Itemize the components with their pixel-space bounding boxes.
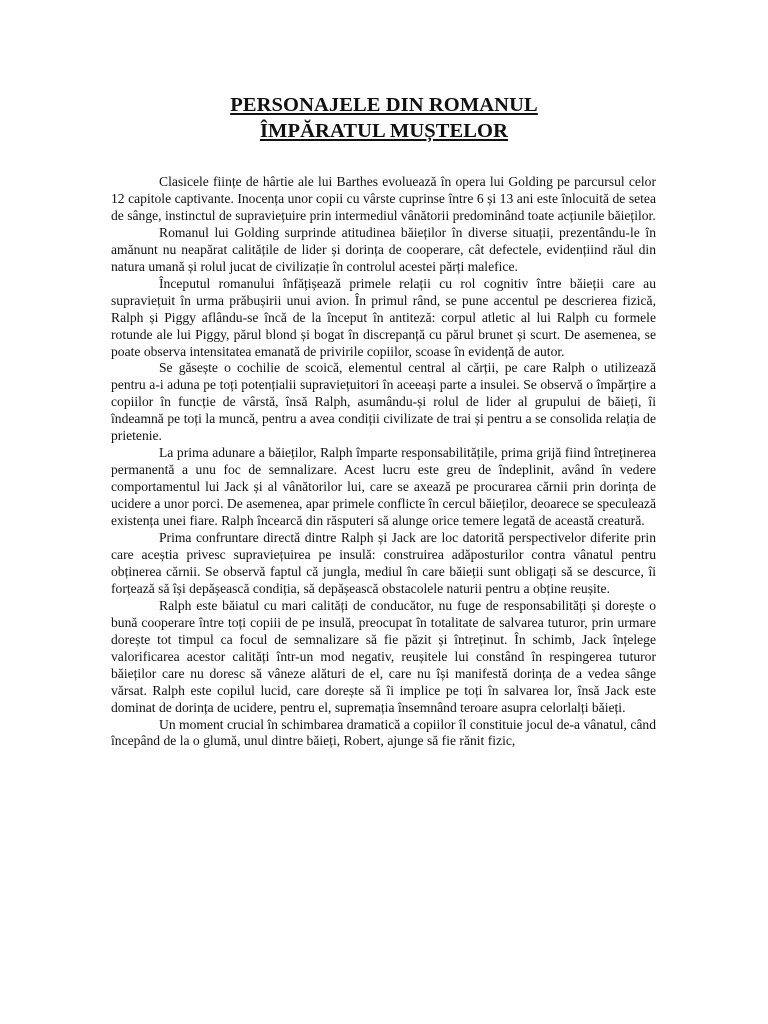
paragraph: Se găsește o cochilie de scoică, elementul central al cărții, pe care Ralph o utilizează pentru a-i aduna pe toți potențialii supraviețuitori în aceeași parte a insulei. Se observă o împărțire a copiilor în funcție de vârstă, însă Ralph, asumându-și rolul de lider al grupului de băieți, îi îndeamnă pe toți la muncă, pentru a avea condiții civilizate de trai și pentru a se consolida relația de prietenie. xyxy=(111,360,656,444)
paragraph: Un moment crucial în schimbarea dramatică a copiilor îl constituie jocul de-a vânatul, când începând de la o glumă, unul dintre băieți, Robert, ajunge să fie rănit fizic, xyxy=(111,716,656,749)
paragraph: Prima confruntare directă dintre Ralph și Jack are loc datorită perspectivelor diferite prin care aceștia privesc supraviețuirea pe insulă: construirea adăposturilor contra vânatul pentru obținerea cărnii. Se observă faptul că jungla, mediul în care băieții sunt obligați să se descurce, îi forțează să își depășească condiția, să depășească obstacolele naturii pentru a obține reușite. xyxy=(111,530,656,596)
paragraph: Clasicele ființe de hârtie ale lui Barthes evoluează în opera lui Golding pe parcursul celor 12 capitole captivante. Inocența unor copii cu vârste cuprinse între 6 și 13 ani este înlocuită de setea de sânge, instinctul de supraviețuire prin intermediul vânătorii predominând toate acțiunile băieților. xyxy=(111,174,656,223)
paragraph: Ralph este băiatul cu mari calități de conducător, nu fuge de responsabilități și dorește o bună cooperare între toți copiii de pe insulă, preocupat în totalitate de salvarea tuturor, prin urmare dorește tot timpul ca focul de semnalizare să fie păzit și întreținut. În schimb, Jack înțelege valorificarea acestor calități într-un mod negativ, reușitele lui constând în respingerea tuturor băieților care nu doresc să vâneze alături de el, care nu își manifestă dorința de a vedea sânge vărsat. Ralph este copilul lucid, care dorește să îi implice pe toți în salvarea lor, însă Jack este dominat de dorința de ucidere, pentru el, supremația însemnând teroare asupra celorlalți băieți. xyxy=(111,597,656,715)
title-line-2: ÎMPĂRATUL MUȘTELOR xyxy=(259,120,508,142)
title-line-1: PERSONAJELE DIN ROMANUL xyxy=(230,94,538,116)
document-body xyxy=(111,174,656,750)
paragraph: Începutul romanului înfățișează primele relații cu rol cognitiv între băieții care au supraviețuit în urma prăbușirii unui avion. În primul rând, se pune accentul pe descrierea fizică, Ralph și Piggy aflându-se încă de la început în antiteză: corpul atletic al lui Ralph cu formele rotunde ale lui Piggy, părul blond și bogat în discrepanță cu părul brunet și scurt. De asemenea, se poate observa intensitatea emanată de privirile copiilor, scoase în evidență de autor. xyxy=(111,275,656,359)
document-title xyxy=(0,92,768,144)
paragraph: La prima adunare a băieților, Ralph împarte responsabilitățile, prima grijă fiind întreținerea permanentă a unu foc de semnalizare. Acest lucru este greu de îndeplinit, având în vedere comportamentul lui Jack și al vânătorilor lui, care se axează pe procurarea cărnii prin dorința de ucidere a unor porci. De asemenea, apar primele conflicte în cercul băieților, deoarece se speculează existența unei fiare. Ralph încearcă din răsputeri să alunge orice temere legată de această creatură. xyxy=(111,445,656,529)
paragraph: Romanul lui Golding surprinde atitudinea băieților în diverse situații, prezentându-le în amănunt nu neapărat calitățile de lider și dorința de cooperare, cât defectele, evidențiind răul din natura umană și rolul jucat de civilizație în controlul acestei părți malefice. xyxy=(111,224,656,274)
